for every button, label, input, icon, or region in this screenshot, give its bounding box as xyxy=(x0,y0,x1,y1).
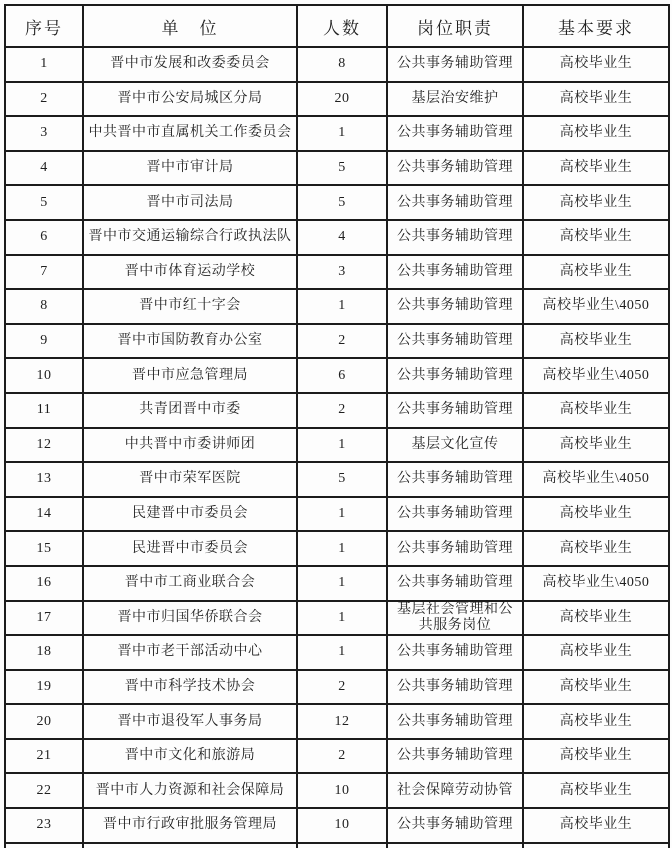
cell-unit: 晋中市工商业联合会 xyxy=(83,566,297,601)
cell-index: 6 xyxy=(5,220,83,255)
cell-requirement: 高校毕业生\4050 xyxy=(523,462,669,497)
cell-requirement: 高校毕业生 xyxy=(523,428,669,463)
cell-unit: 晋中市体育运动学校 xyxy=(83,255,297,290)
table-row xyxy=(5,773,669,808)
cell-requirement: 高校毕业生\4050 xyxy=(523,289,669,324)
cell-duty: 公共事务辅助管理 xyxy=(387,808,523,843)
cell-count: 8 xyxy=(297,47,387,82)
cell-count: 1 xyxy=(297,531,387,566)
cell-count: 1 xyxy=(297,428,387,463)
header-count: 人数 xyxy=(297,5,387,47)
cell-duty: 公共事务辅助管理 xyxy=(387,739,523,774)
cell-count: 10 xyxy=(297,808,387,843)
cell-index xyxy=(5,843,83,848)
cell-requirement: 高校毕业生 xyxy=(523,601,669,636)
cell-duty: 公共事务辅助管理 xyxy=(387,116,523,151)
table-row xyxy=(5,185,669,220)
cell-index: 23 xyxy=(5,808,83,843)
cell-unit: 晋中市公安局城区分局 xyxy=(83,82,297,117)
cell-unit: 晋中市退役军人事务局 xyxy=(83,704,297,739)
cell-duty: 公共事务辅助管理 xyxy=(387,670,523,705)
cell-index: 1 xyxy=(5,47,83,82)
table-row xyxy=(5,428,669,463)
cell-count: 2 xyxy=(297,670,387,705)
header-index: 序号 xyxy=(5,5,83,47)
table-row xyxy=(5,670,669,705)
cell-requirement: 高校毕业生 xyxy=(523,739,669,774)
cell-requirement: 高校毕业生 xyxy=(523,531,669,566)
header-row xyxy=(5,5,669,47)
cell-unit: 晋中市人力资源和社会保障局 xyxy=(83,773,297,808)
cell-index: 11 xyxy=(5,393,83,428)
cell-count: 12 xyxy=(297,704,387,739)
cell-requirement: 高校毕业生 xyxy=(523,220,669,255)
cell-requirement: 高校毕业生 xyxy=(523,47,669,82)
cell-count: 5 xyxy=(297,151,387,186)
cell-count: 2 xyxy=(297,324,387,359)
cell-requirement: 高校毕业生 xyxy=(523,704,669,739)
cell-requirement: 高校毕业生 xyxy=(523,808,669,843)
cell-index: 21 xyxy=(5,739,83,774)
cell-requirement: 高校毕业生 xyxy=(523,393,669,428)
cell-requirement: 高校毕业生 xyxy=(523,151,669,186)
table-row xyxy=(5,151,669,186)
table-row xyxy=(5,116,669,151)
table-row xyxy=(5,497,669,532)
cell-count: 6 xyxy=(297,358,387,393)
cell-index: 16 xyxy=(5,566,83,601)
table-row xyxy=(5,255,669,290)
cell-unit: 晋中市红十字会 xyxy=(83,289,297,324)
cell-requirement: 高校毕业生 xyxy=(523,82,669,117)
cell-requirement: 高校毕业生 xyxy=(523,116,669,151)
cell-unit xyxy=(83,843,297,848)
cell-duty: 公共事务辅助管理 xyxy=(387,704,523,739)
cell-requirement: 高校毕业生 xyxy=(523,497,669,532)
cell-unit: 晋中市审计局 xyxy=(83,151,297,186)
cell-unit: 中共晋中市直属机关工作委员会 xyxy=(83,116,297,151)
table-row xyxy=(5,601,669,636)
cell-duty: 公共事务辅助管理 xyxy=(387,497,523,532)
cell-count: 1 xyxy=(297,289,387,324)
cell-unit: 晋中市归国华侨联合会 xyxy=(83,601,297,636)
cell-requirement: 高校毕业生 xyxy=(523,324,669,359)
cell-index: 12 xyxy=(5,428,83,463)
table-row xyxy=(5,704,669,739)
cell-index: 3 xyxy=(5,116,83,151)
header-requirement: 基本要求 xyxy=(523,5,669,47)
cell-unit: 晋中市老干部活动中心 xyxy=(83,635,297,670)
table-row xyxy=(5,635,669,670)
cell-unit: 晋中市荣军医院 xyxy=(83,462,297,497)
table-row xyxy=(5,566,669,601)
cell-duty: 公共事务辅助管理 xyxy=(387,635,523,670)
cell-duty: 公共事务辅助管理 xyxy=(387,358,523,393)
cell-duty: 公共事务辅助管理 xyxy=(387,531,523,566)
cell-requirement: 高校毕业生\4050 xyxy=(523,358,669,393)
cell-duty: 公共事务辅助管理 xyxy=(387,255,523,290)
cell-unit: 共青团晋中市委 xyxy=(83,393,297,428)
partial-row xyxy=(5,843,669,848)
table-row xyxy=(5,358,669,393)
cell-count: 5 xyxy=(297,185,387,220)
table-row xyxy=(5,462,669,497)
cell-index: 5 xyxy=(5,185,83,220)
cell-count xyxy=(297,843,387,848)
cell-duty: 公共事务辅助管理 xyxy=(387,185,523,220)
cell-duty: 社会保障劳动协管 xyxy=(387,773,523,808)
cell-count: 10 xyxy=(297,773,387,808)
cell-requirement: 高校毕业生 xyxy=(523,635,669,670)
cell-index: 20 xyxy=(5,704,83,739)
cell-count: 1 xyxy=(297,116,387,151)
cell-index: 22 xyxy=(5,773,83,808)
cell-unit: 晋中市司法局 xyxy=(83,185,297,220)
cell-unit: 晋中市行政审批服务管理局 xyxy=(83,808,297,843)
cell-duty: 基层社会管理和公共服务岗位 xyxy=(387,601,523,636)
cell-unit: 中共晋中市委讲师团 xyxy=(83,428,297,463)
table-row xyxy=(5,808,669,843)
cell-duty: 公共事务辅助管理 xyxy=(387,289,523,324)
cell-unit: 晋中市国防教育办公室 xyxy=(83,324,297,359)
cell-index: 4 xyxy=(5,151,83,186)
cell-unit: 晋中市应急管理局 xyxy=(83,358,297,393)
cell-index: 15 xyxy=(5,531,83,566)
cell-count: 1 xyxy=(297,497,387,532)
cell-count: 1 xyxy=(297,635,387,670)
cell-duty xyxy=(387,843,523,848)
cell-unit: 晋中市文化和旅游局 xyxy=(83,739,297,774)
cell-index: 18 xyxy=(5,635,83,670)
table-row xyxy=(5,47,669,82)
header-unit: 单 位 xyxy=(83,5,297,47)
cell-requirement: 高校毕业生 xyxy=(523,255,669,290)
cell-index: 14 xyxy=(5,497,83,532)
cell-duty: 公共事务辅助管理 xyxy=(387,324,523,359)
cell-index: 2 xyxy=(5,82,83,117)
table-row xyxy=(5,393,669,428)
cell-unit: 晋中市发展和改委委员会 xyxy=(83,47,297,82)
cell-count: 1 xyxy=(297,601,387,636)
cell-count: 3 xyxy=(297,255,387,290)
cell-index: 8 xyxy=(5,289,83,324)
cell-duty: 公共事务辅助管理 xyxy=(387,393,523,428)
cell-duty: 公共事务辅助管理 xyxy=(387,151,523,186)
recruitment-table xyxy=(4,4,670,848)
cell-requirement: 高校毕业生 xyxy=(523,670,669,705)
table-row xyxy=(5,289,669,324)
cell-duty: 公共事务辅助管理 xyxy=(387,462,523,497)
cell-index: 13 xyxy=(5,462,83,497)
cell-unit: 晋中市交通运输综合行政执法队 xyxy=(83,220,297,255)
table-row xyxy=(5,220,669,255)
cell-count: 1 xyxy=(297,566,387,601)
cell-count: 2 xyxy=(297,393,387,428)
cell-count: 4 xyxy=(297,220,387,255)
cell-unit: 民建晋中市委员会 xyxy=(83,497,297,532)
cell-index: 7 xyxy=(5,255,83,290)
cell-requirement: 高校毕业生 xyxy=(523,185,669,220)
cell-duty: 基层治安维护 xyxy=(387,82,523,117)
cell-duty: 公共事务辅助管理 xyxy=(387,220,523,255)
cell-duty: 公共事务辅助管理 xyxy=(387,47,523,82)
table-row xyxy=(5,531,669,566)
cell-duty: 基层文化宣传 xyxy=(387,428,523,463)
cell-index: 9 xyxy=(5,324,83,359)
cell-count: 5 xyxy=(297,462,387,497)
cell-requirement xyxy=(523,843,669,848)
cell-duty: 公共事务辅助管理 xyxy=(387,566,523,601)
header-duty: 岗位职责 xyxy=(387,5,523,47)
cell-index: 17 xyxy=(5,601,83,636)
cell-requirement: 高校毕业生\4050 xyxy=(523,566,669,601)
cell-count: 2 xyxy=(297,739,387,774)
table-row xyxy=(5,739,669,774)
cell-unit: 民进晋中市委员会 xyxy=(83,531,297,566)
cell-count: 20 xyxy=(297,82,387,117)
cell-unit: 晋中市科学技术协会 xyxy=(83,670,297,705)
cell-index: 19 xyxy=(5,670,83,705)
cell-index: 10 xyxy=(5,358,83,393)
cell-requirement: 高校毕业生 xyxy=(523,773,669,808)
table-row xyxy=(5,324,669,359)
table-row xyxy=(5,82,669,117)
